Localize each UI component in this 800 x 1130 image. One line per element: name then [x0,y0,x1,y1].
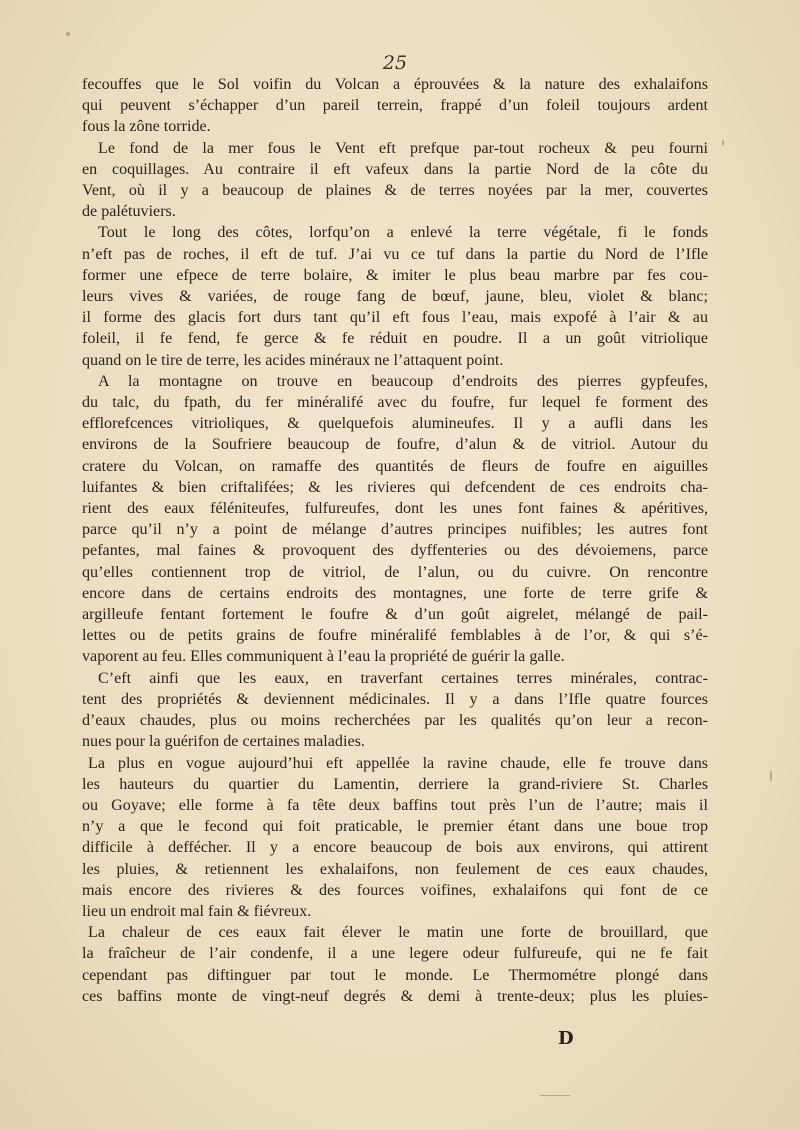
text-line: il forme des glacis fort durs tant qu’il eft fous l’eau, mais expofé à l’air & au [82,309,708,327]
text-line: qu’elles contiennent trop de vitriol, de l’alun, ou du cuivre. On rencontre [82,563,708,581]
text-line: les pluies, & retiennent les exhalaifons, non feulement de ces eaux chaudes, [82,860,708,878]
text-line: les hauteurs du quartier du Lamentin, derriere la grand-riviere St. Charles [82,775,708,793]
text-line: encore dans de certains endroits des montagnes, une forte de terre grife & [82,584,708,602]
text-line: n’y a que le fecond qui foit praticable, le premier étant dans une boue trop [82,818,708,836]
text-line: ces baffins monte de vingt-neuf degrés & demi à trente-deux; plus les pluies- [82,987,708,1005]
text-line: rient des eaux féléniteufes, fulfureufes, dont les unes font faines & apéritives, [82,500,708,518]
signature-mark: D [558,1028,574,1049]
text-line: fous la zône torride. [82,118,211,136]
paper-speck [66,32,70,36]
text-line: de palétuviers. [82,203,176,221]
text-line: lieu un endroit mal fain & fiévreux. [82,902,312,920]
text-line: La plus en vogue aujourd’hui eft appellée la ravine chaude, elle fe trouve dans [88,754,708,772]
text-line: difficile à deffécher. Il y a encore beaucoup de bois aux environs, qui attirent [82,839,708,857]
text-line: lettes ou de petits grains de foufre minéralifé femblables à de l’or, & qui s’é- [82,627,708,645]
text-line: environs de la Soufriere beaucoup de foufre, d’alun & de vitriol. Autour du [82,436,708,454]
text-line: fecouffes que le Sol voifin du Volcan a éprouvées & la nature des exhalaifons [82,76,708,93]
paper-speck [540,1095,570,1096]
text-line: d’eaux chaudes, plus ou moins recherchées par les qualités qu’on leur a recon- [82,712,708,730]
text-line: cependant pas diftinguer par tout le monde. Le Thermométre plongé dans [82,966,708,984]
text-line: vaporent au feu. Elles communiquent à l’eau la propriété de guérir la galle. [82,648,565,666]
text-line: parce qu’il n’y a point de mélange d’autres principes nuifibles; les autres font [82,521,708,539]
text-line: Vent, où il y a beaucoup de plaines & de terres noyées par la mer, couvertes [82,182,708,200]
text-line: efflorefcences vitrioliques, & quelquefois alumineufes. Il y a aufli dans les [82,415,708,433]
text-line: Le fond de la mer fous le Vent eft prefque par-tout rocheux & peu fourni [98,139,708,157]
text-line: Tout le long des côtes, lorfqu’on a enlevé la terre végétale, fi le fonds [98,224,708,242]
body-text [82,74,708,1007]
text-line: n’eft pas de roches, il eft de tuf. J’ai vu ce tuf dans la partie du Nord de l’Ifle [82,245,708,263]
text-line: du talc, du fpath, du fer minéralifé avec du foufre, fur lequel fe forment des [82,394,708,412]
text-line: qui peuvent s’échapper d’un pareil terrein, frappé d’un foleil toujours ardent [82,97,708,115]
text-line: mais encore des rivieres & des fources voifines, exhalaifons qui font de ce [82,881,708,899]
text-line: former une efpece de terre bolaire, & imiter le plus beau marbre par fes cou- [82,266,708,284]
text-line: La chaleur de ces eaux fait élever le matin une forte de brouillard, que [88,924,708,942]
text-line: tent des propriétés & deviennent médicinales. Il y a dans l’Ifle quatre fources [82,690,708,708]
text-line: ou Goyave; elle forme à fa tête deux baffins tout près l’un de l’autre; mais il [82,796,708,814]
text-line: cratere du Volcan, on ramaffe des quantités de fleurs de foufre en aiguilles [82,457,708,475]
text-line: argilleufe fentant fortement le foufre & d’un goût aigrelet, mélangé de pail- [82,606,708,624]
page-number: 25 [382,52,408,74]
paper-speck [722,140,724,146]
text-line: en coquillages. Au contraire il eft vafeux dans la partie Nord de la côte du [82,160,708,178]
text-line: foleil, il fe fend, fe gerce & fe réduit en poudre. Il a un goût vitriolique [82,330,708,348]
paper-speck [770,770,772,782]
text-line: pefantes, mal faines & provoquent des dyffenteries ou des dévoiemens, parce [82,542,708,560]
text-line: luifantes & bien criftalifées; & les rivieres qui defcendent de ces endroits cha- [82,478,708,496]
text-line: leurs vives & variées, de rouge fang de bœuf, jaune, bleu, violet & blanc; [82,288,708,306]
text-line: la fraîcheur de l’air condenfe, il a une legere odeur fulfureufe, qui ne fe fait [82,945,708,963]
text-line: quand on le tire de terre, les acides minéraux ne l’attaquent point. [82,351,504,369]
text-line: C’eft ainfi que les eaux, en traverfant certaines terres minérales, contrac- [98,669,708,687]
text-line: A la montagne on trouve en beaucoup d’endroits des pierres gypfeufes, [98,372,708,390]
text-line: nues pour la guérifon de certaines maladies. [82,733,365,751]
